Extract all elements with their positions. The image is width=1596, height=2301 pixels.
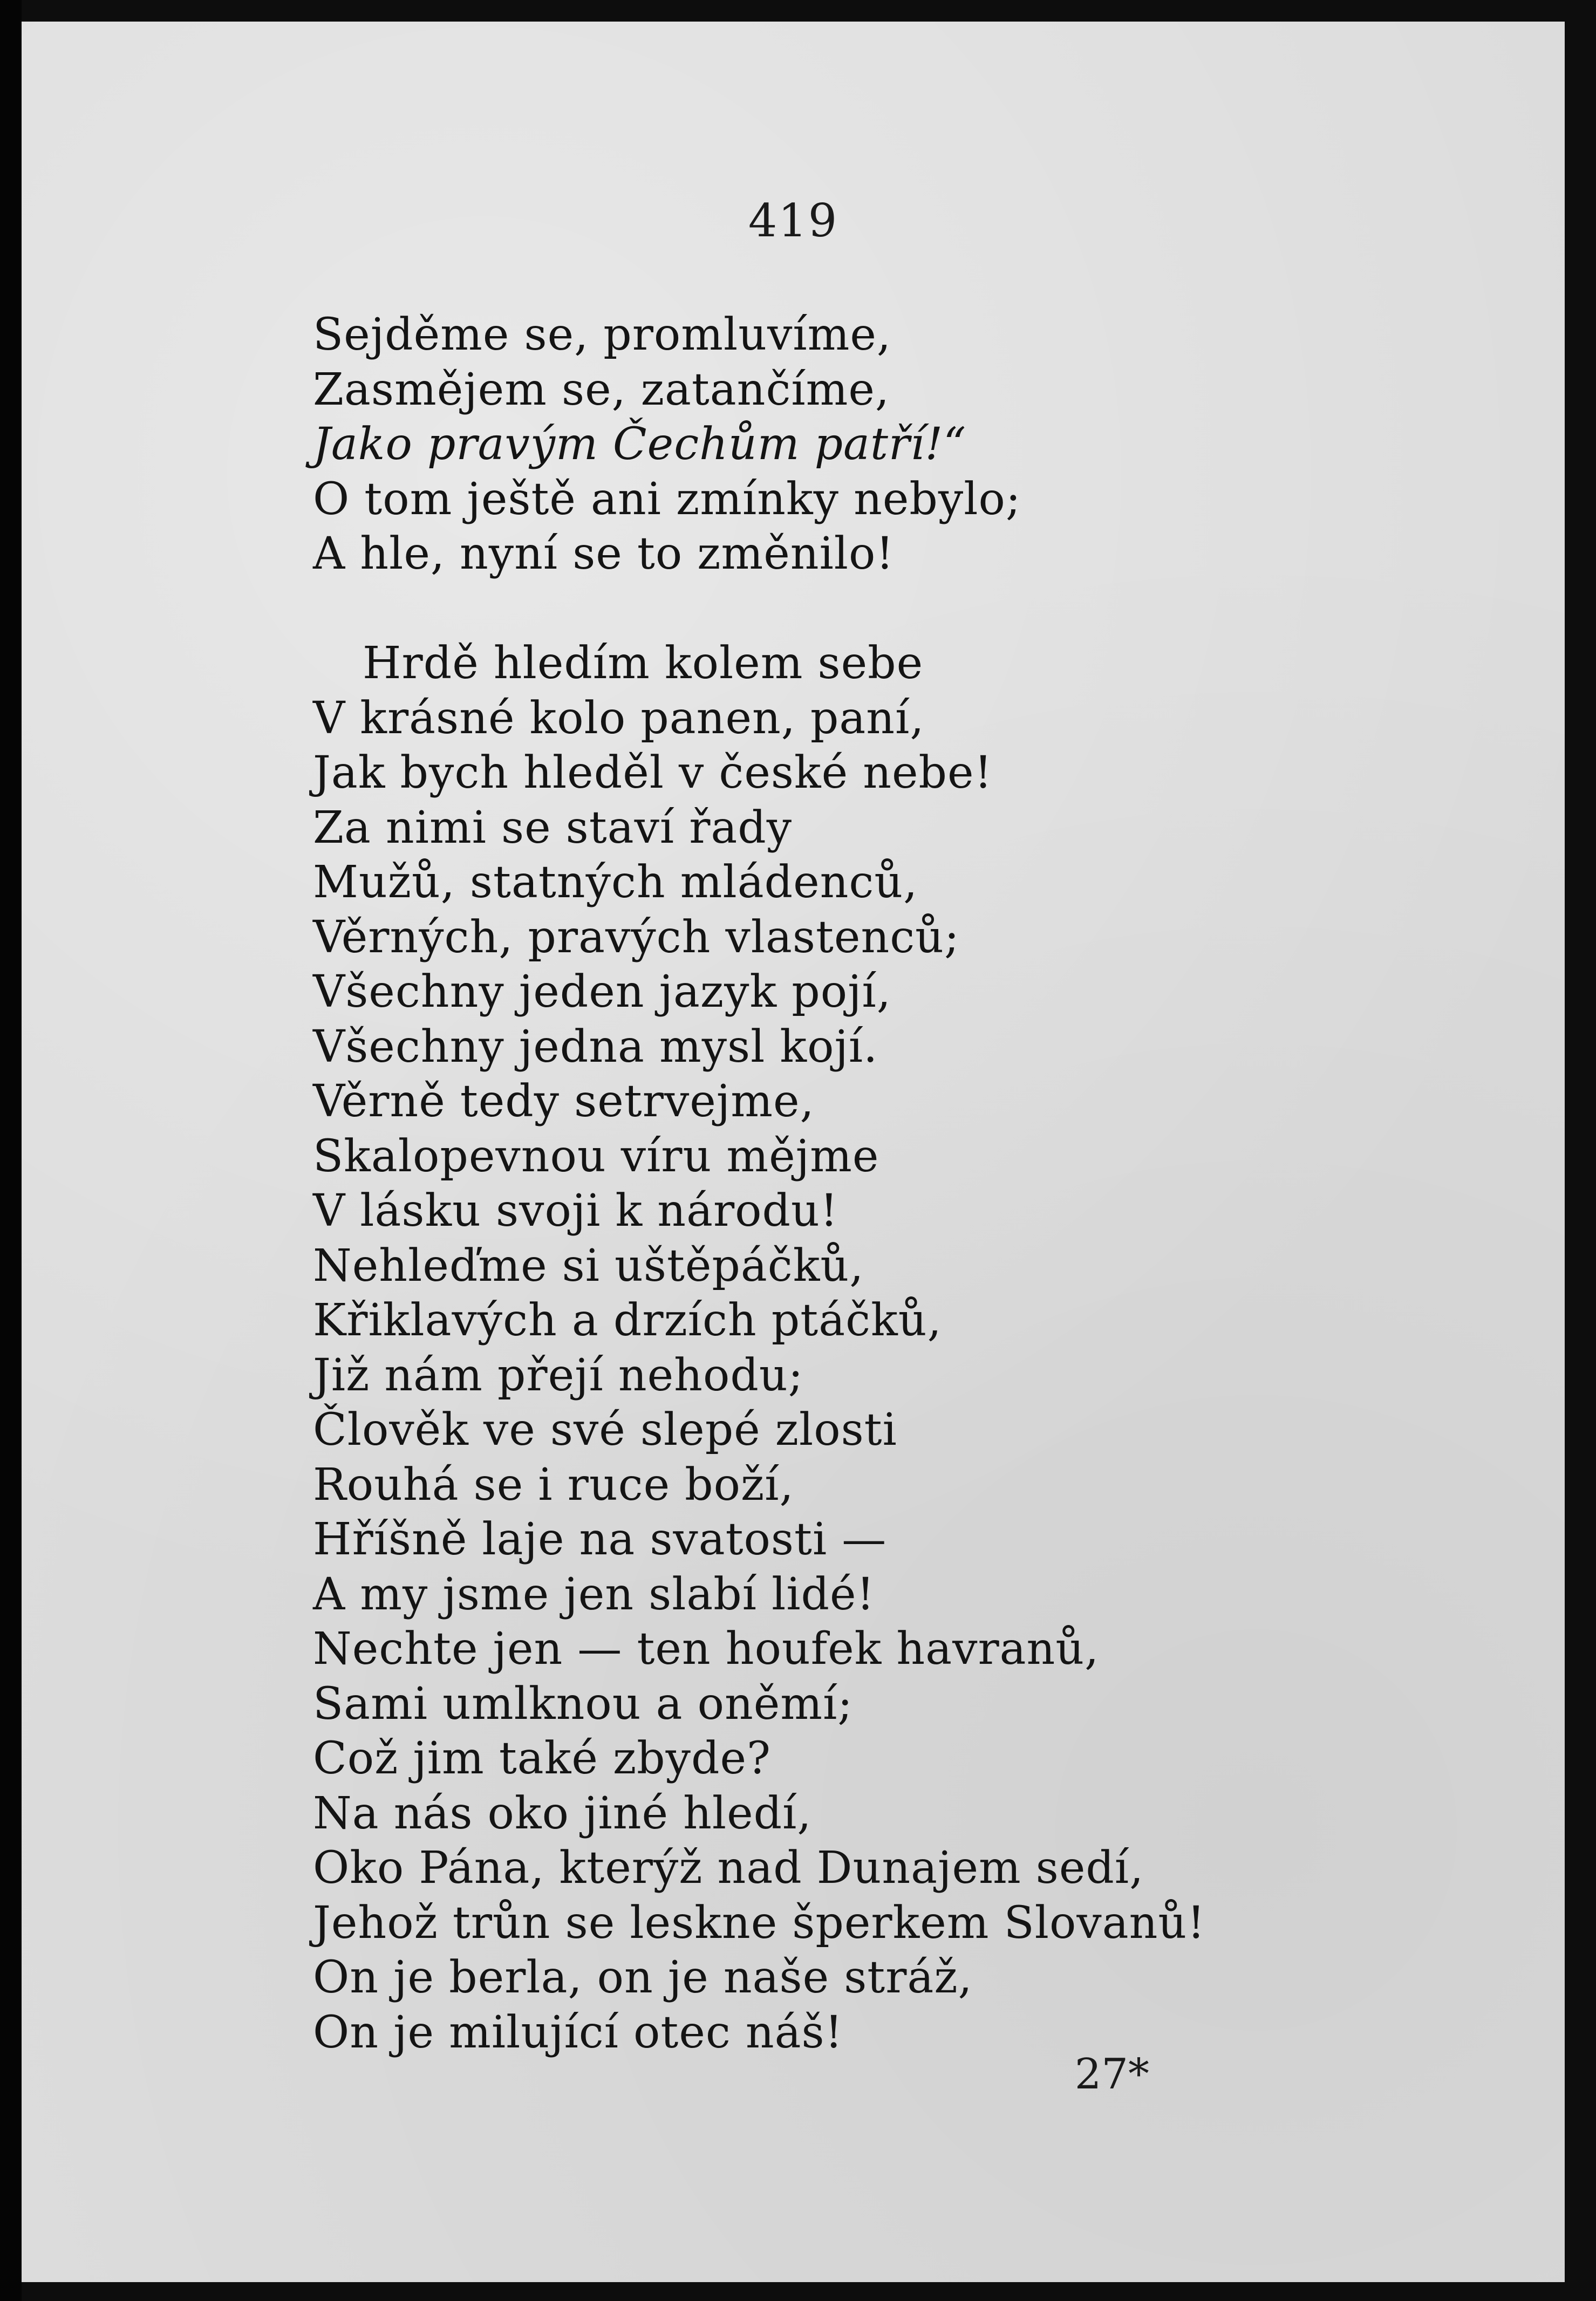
poem-line: O tom ještě ani zmínky nebylo;: [313, 473, 1021, 525]
poem-line: Sejděme se, promluvíme,: [313, 309, 891, 360]
poem-line: Nechte jen — ten houfek havranů,: [313, 1623, 1100, 1675]
stanza-1: [313, 308, 1522, 582]
poem-line: Sami umlknou a oněmí;: [313, 1678, 853, 1730]
poem-line: Nehleďme si uštěpáčků,: [313, 1240, 864, 1292]
poem-line: A hle, nyní se to změnilo!: [313, 528, 895, 579]
signature-mark: 27*: [1074, 2050, 1149, 2099]
poem-line: Rouhá se i ruce boží,: [313, 1459, 794, 1511]
poem-line: Jak bych hleděl v české nebe!: [313, 747, 993, 798]
stanza-2: [313, 636, 1522, 2060]
poem-line: Mužů, statných mládenců,: [313, 857, 918, 908]
poem-line: Již nám přejí nehodu;: [313, 1349, 804, 1401]
poem-line: Člověk ve své slepé zlosti: [313, 1404, 897, 1456]
poem-line: Zasmějem se, zatančíme,: [313, 364, 890, 415]
poem-text: [313, 308, 1522, 2060]
stanza-gap: [313, 582, 1522, 637]
poem-line: Což jim také zbyde?: [313, 1733, 771, 1784]
scan-left-border: [0, 0, 22, 2301]
poem-line: Oko Pána, kterýž nad Dunajem sedí,: [313, 1842, 1144, 1894]
poem-line: Křiklavých a drzích ptáčků,: [313, 1295, 942, 1346]
poem-line: Za nimi se staví řady: [313, 802, 793, 854]
poem-line: On je berla, on je naše stráž,: [313, 1952, 973, 2003]
poem-line: A my jsme jen slabí lidé!: [313, 1568, 875, 1620]
poem-line: Skalopevnou víru mějme: [313, 1130, 879, 1182]
poem-line: Všechny jedna mysl kojí.: [313, 1021, 878, 1073]
book-page: [22, 22, 1565, 2282]
poem-line: Věrně tedy setrvejme,: [313, 1076, 815, 1127]
poem-line: Věrných, pravých vlastenců;: [313, 911, 960, 963]
poem-line: V lásku svoji k národu!: [313, 1185, 838, 1237]
poem-line-italic: Jako pravým Čechům patří!“: [313, 419, 967, 470]
poem-line: Všechny jeden jazyk pojí,: [313, 966, 891, 1018]
poem-line: On je milující otec náš!: [313, 2006, 843, 2058]
poem-line: Na nás oko jiné hledí,: [313, 1787, 812, 1839]
poem-line: V krásné kolo panen, paní,: [313, 692, 925, 744]
poem-line: Jehož trůn se leskne šperkem Slovanů!: [313, 1897, 1206, 1949]
poem-line: Hrdě hledím kolem sebe: [363, 638, 924, 689]
page-number: 419: [748, 194, 838, 247]
poem-line: Hříšně laje na svatosti —: [313, 1514, 887, 1565]
